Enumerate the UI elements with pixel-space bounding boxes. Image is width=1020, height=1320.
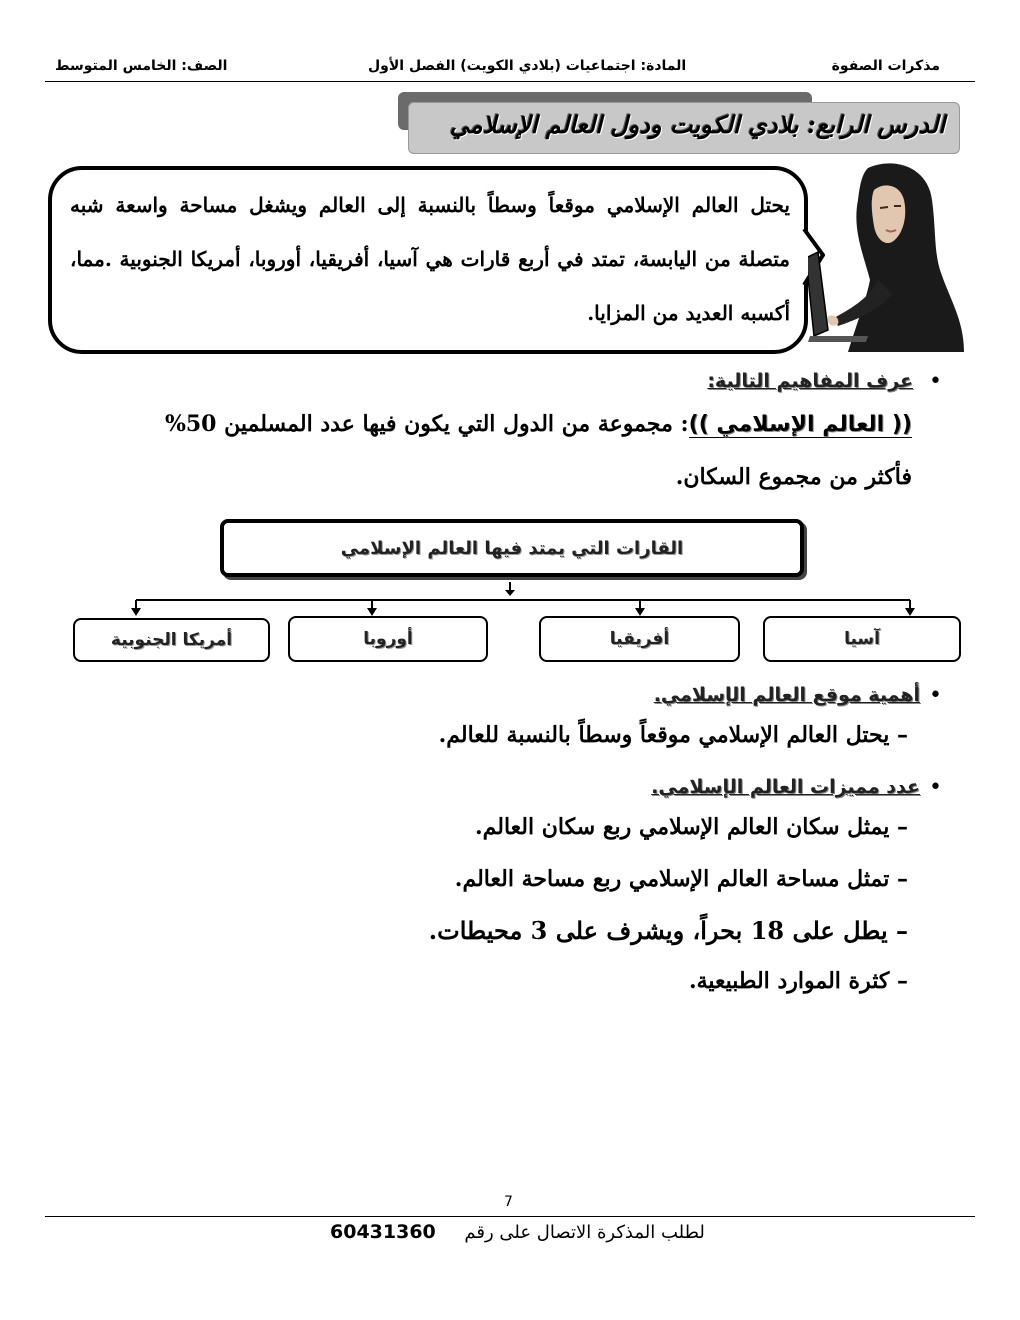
continent-box-europe: أوروبا bbox=[288, 616, 488, 662]
feature-item-text: يطل على 18 بحراً، ويشرف على 3 محيطات. bbox=[428, 916, 888, 945]
footer-contact-text: لطلب المذكرة الاتصال على رقم bbox=[464, 1222, 705, 1243]
feature-item: – تمثل مساحة العالم الإسلامي ربع مساحة العالم. bbox=[454, 866, 908, 892]
importance-heading: أهمية موقع العالم الإسلامي. bbox=[653, 684, 920, 706]
bullet-concepts: • bbox=[929, 369, 942, 394]
feature-item: – يطل على 18 بحراً، ويشرف على 3 محيطات. bbox=[428, 916, 908, 945]
features-heading: عدد مميزات العالم الإسلامي. bbox=[651, 776, 920, 798]
header-subject: المادة: اجتماعيات (بلادي الكويت) الفصل الأول bbox=[368, 58, 687, 74]
page-number: 7 bbox=[504, 1194, 513, 1210]
header-grade: الصف: الخامس المتوسط bbox=[55, 58, 228, 74]
diagram-main-box: القارات التي يمتد فيها العالم الإسلامي bbox=[220, 519, 804, 577]
footer-phone: 60431360 bbox=[330, 1221, 436, 1243]
continent-box-africa: أفريقيا bbox=[539, 616, 740, 662]
concept-definition-text: : مجموعة من الدول التي يكون فيها عدد المسلمين 50% فأكثر من مجموع السكان. bbox=[164, 411, 912, 490]
continent-box-asia: آسيا bbox=[763, 616, 961, 662]
feature-item: – كثرة الموارد الطبيعية. bbox=[688, 968, 908, 994]
bullet-importance: • bbox=[929, 683, 942, 708]
intro-text: يحتل العالم الإسلامي موقعاً وسطاً بالنسبة إلى العالم ويشغل مساحة واسعة شبه متصلة من اليابسة، تمتد في أربع قارات هي آسيا، أفريقيا، أوروبا، أمريكا الجنوبية .مما، أكسبه العديد من المزايا. bbox=[70, 193, 790, 325]
footer-contact bbox=[330, 1221, 705, 1243]
concept-definition bbox=[152, 398, 912, 503]
header-rule bbox=[45, 81, 975, 82]
importance-item-text: يحتل العالم الإسلامي موقعاً وسطاً بالنسبة للعالم. bbox=[438, 722, 890, 748]
footer-rule bbox=[45, 1216, 975, 1217]
header-brand: مذكرات الصفوة bbox=[831, 58, 940, 74]
feature-item-text: يمثل سكان العالم الإسلامي ربع سكان العالم. bbox=[474, 814, 890, 840]
woman-laptop-illustration bbox=[808, 160, 968, 352]
lesson-title: الدرس الرابع: بلادي الكويت ودول العالم الإسلامي bbox=[449, 110, 945, 139]
continent-box-south-america: أمريكا الجنوبية bbox=[73, 618, 270, 662]
importance-item: – يحتل العالم الإسلامي موقعاً وسطاً بالنسبة للعالم. bbox=[438, 722, 908, 748]
concepts-heading: عرف المفاهيم التالية: bbox=[707, 370, 913, 392]
bullet-features: • bbox=[929, 775, 942, 800]
feature-item: – يمثل سكان العالم الإسلامي ربع سكان العالم. bbox=[474, 814, 908, 840]
feature-item-text: كثرة الموارد الطبيعية. bbox=[688, 968, 890, 994]
concept-term: (( العالم الإسلامي )) bbox=[688, 412, 912, 437]
feature-item-text: تمثل مساحة العالم الإسلامي ربع مساحة العالم. bbox=[454, 866, 890, 892]
